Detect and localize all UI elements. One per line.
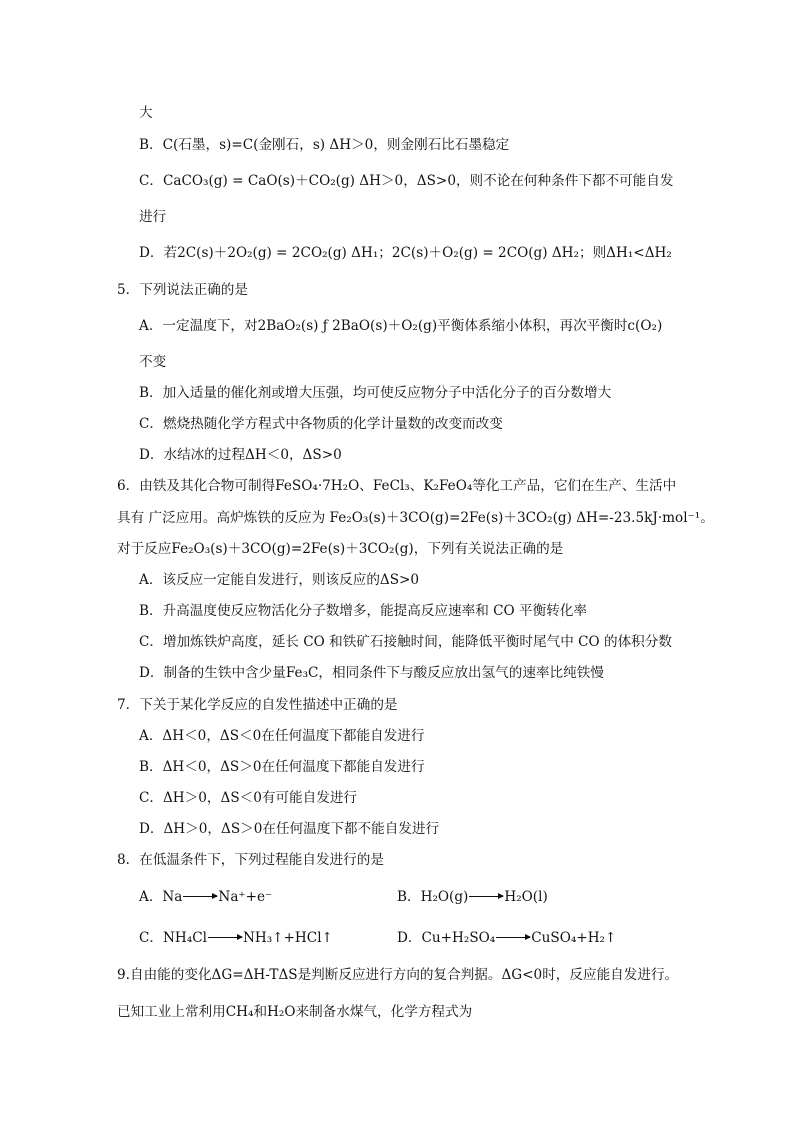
q5-option-a: A．一定温度下，对2BaO₂(s) ƒ 2BaO(s)＋O₂(g)平衡体系缩小体积，再次平衡时c(O₂): [139, 318, 663, 334]
text-line: 不变: [139, 354, 167, 370]
product: Na⁺+e⁻: [218, 889, 273, 905]
reaction-arrow-icon: [208, 937, 242, 938]
reaction-arrow-icon: [496, 937, 530, 938]
q7-option-b: B．ΔH＜0，ΔS＞0在任何温度下都能自发进行: [139, 759, 425, 775]
question-9-stem-2: 已知工业上常利用CH₄和H₂O来制备水煤气，化学方程式为: [117, 1004, 473, 1020]
question-5-stem: 5．下列说法正确的是: [117, 282, 248, 298]
question-7-stem: 7．下关于某化学反应的自发性描述中正确的是: [117, 697, 398, 713]
question-6-stem-2: 具有 广泛应用。高炉炼铁的反应为 Fe₂O₃(s)＋3CO(g)=2Fe(s)＋3CO₂(g) ΔH=-23.5kJ·mol⁻¹。: [117, 510, 714, 526]
text-line: 进行: [139, 209, 167, 225]
reaction-arrow-icon: [469, 896, 503, 897]
question-6-stem-3: 对于反应Fe₂O₃(s)＋3CO(g)=2Fe(s)＋3CO₂(g)，下列有关说法正确的是: [117, 541, 564, 557]
q8-option-a: [139, 888, 272, 906]
q8-option-b: [397, 888, 548, 906]
q7-option-c: C．ΔH＞0，ΔS＜0有可能自发进行: [139, 790, 358, 806]
q6-option-c: C．增加炼铁炉高度，延长 CO 和铁矿石接触时间，能降低平衡时尾气中 CO 的体积分数: [139, 634, 672, 650]
question-6-stem: 6．由铁及其化合物可制得FeSO₄·7H₂O、FeCl₃、K₂FeO₄等化工产品，它们在生产、生活中: [117, 478, 677, 494]
q8-option-c: [139, 929, 333, 947]
option-b: B．C(石墨，s)=C(金刚石，s) ΔH＞0，则金刚石比石墨稳定: [139, 137, 510, 153]
q6-option-d: D．制备的生铁中含少量Fe₃C，相同条件下与酸反应放出氢气的速率比纯铁慢: [139, 665, 604, 681]
q5-option-b: B．加入适量的催化剂或增大压强，均可使反应物分子中活化分子的百分数增大: [139, 385, 612, 401]
reactant: B．H₂O(g): [397, 889, 469, 905]
product: CuSO₄+H₂↑: [531, 930, 617, 946]
reactant: C．NH₄Cl: [139, 930, 207, 946]
reactant: D．Cu+H₂SO₄: [397, 930, 496, 946]
option-d: D．若2C(s)＋2O₂(g) = 2CO₂(g) ΔH₁；2C(s)＋O₂(g) = 2CO(g) ΔH₂；则ΔH₁<ΔH₂: [139, 245, 672, 261]
text-line: 大: [139, 105, 153, 121]
question-9-stem: 9.自由能的变化ΔG=ΔH-TΔS是判断反应进行方向的复合判据。ΔG<0时，反应能自发进行。: [117, 967, 679, 983]
product: NH₃↑+HCl↑: [242, 930, 333, 946]
option-c: C．CaCO₃(g) = CaO(s)＋CO₂(g) ΔH＞0，ΔS>0，则不论在何种条件下都不可能自发: [139, 173, 674, 189]
q7-option-d: D．ΔH＞0，ΔS＞0在任何温度下都不能自发进行: [139, 821, 440, 837]
product: H₂O(l): [504, 889, 548, 905]
reaction-arrow-icon: [183, 896, 217, 897]
q5-option-c: C．燃烧热随化学方程式中各物质的化学计量数的改变而改变: [139, 416, 503, 432]
q7-option-a: A．ΔH＜0，ΔS＜0在任何温度下都能自发进行: [139, 728, 425, 744]
question-8-stem: 8．在低温条件下，下列过程能自发进行的是: [117, 852, 384, 868]
reactant: A．Na: [139, 889, 183, 905]
q6-option-b: B．升高温度使反应物活化分子数增多，能提高反应速率和 CO 平衡转化率: [139, 603, 587, 619]
q6-option-a: A．该反应一定能自发进行，则该反应的ΔS>0: [139, 572, 420, 588]
q8-option-d: [397, 929, 616, 947]
q5-option-d: D．水结冰的过程ΔH＜0，ΔS>0: [139, 447, 342, 463]
